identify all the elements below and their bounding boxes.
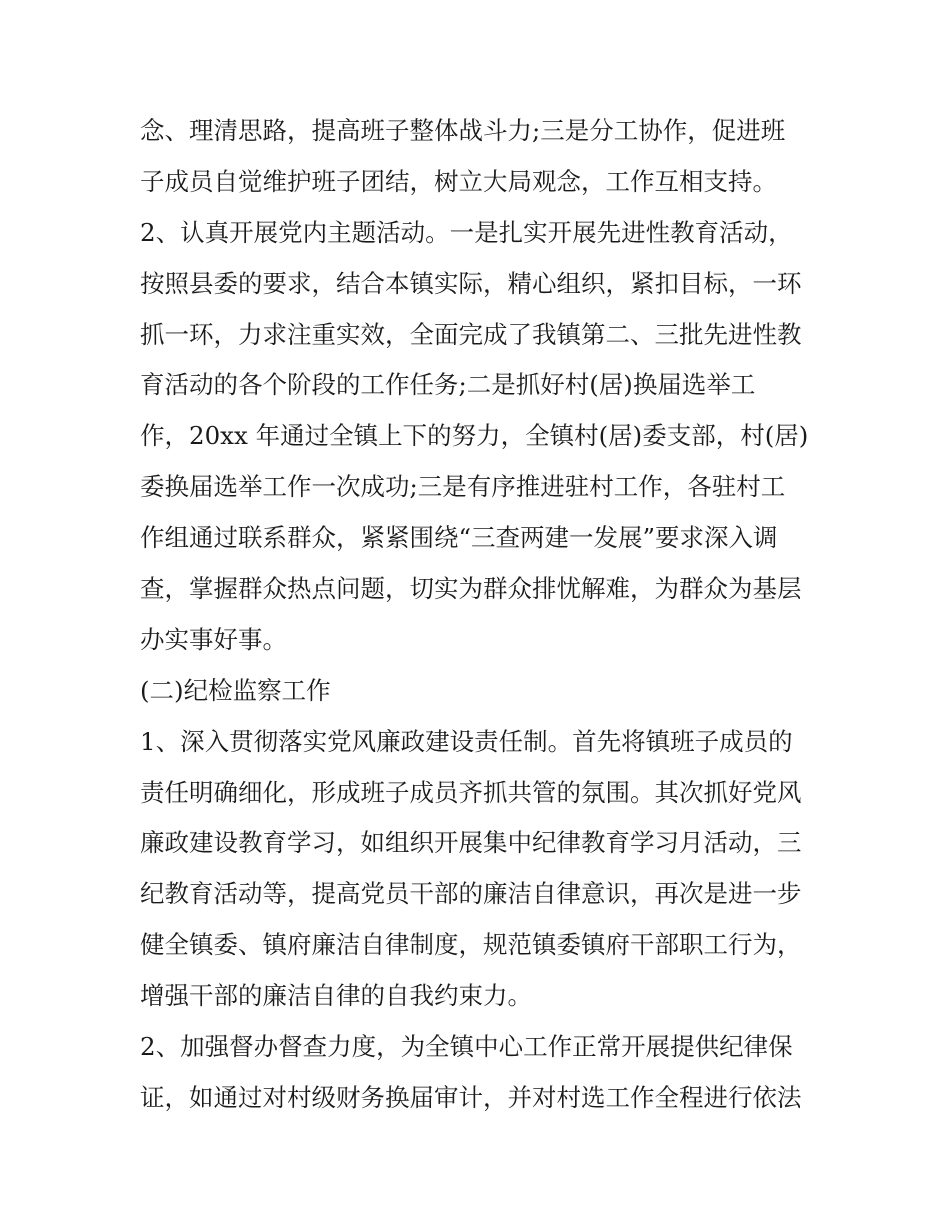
text-line: 抓一环，力求注重实效，全面完成了我镇第二、三批先进性教 bbox=[140, 319, 802, 349]
text-line: 增强干部的廉洁自律的自我约束力。 bbox=[140, 981, 532, 1011]
text-line: 委换届选举工作一次成功;三是有序推进驻村工作，各驻村工 bbox=[140, 472, 786, 502]
text-line: 廉政建设教育学习，如组织开展集中纪律教育学习月活动，三 bbox=[140, 828, 802, 858]
text-line: 2、加强督办督查力度，为全镇中心工作正常开展提供纪律保 bbox=[140, 1032, 793, 1062]
text-line: 证，如通过对村级财务换届审计，并对村选工作全程进行依法 bbox=[140, 1082, 802, 1112]
text-line: 作组通过联系群众，紧紧围绕“三查两建一发展”要求深入调 bbox=[140, 523, 778, 553]
text-line: 育活动的各个阶段的工作任务;二是抓好村(居)换届选举工 bbox=[140, 370, 756, 400]
text-line: 责任明确细化，形成班子成员齐抓共管的氛围。其次抓好党风 bbox=[140, 777, 802, 807]
document-body bbox=[140, 106, 820, 1124]
text-line: 健全镇委、镇府廉洁自律制度，规范镇委镇府干部职工行为， bbox=[140, 930, 802, 960]
text-line: 作，20xx 年通过全镇上下的努力，全镇村(居)委支部，村(居) bbox=[140, 421, 809, 451]
text-line: 子成员自觉维护班子团结，树立大局观念，工作互相支持。 bbox=[140, 166, 777, 196]
text-line: 按照县委的要求，结合本镇实际，精心组织，紧扣目标，一环 bbox=[140, 268, 802, 298]
text-line: 纪教育活动等，提高党员干部的廉洁自律意识，再次是进一步 bbox=[140, 879, 802, 909]
text-line: 1、深入贯彻落实党风廉政建设责任制。首先将镇班子成员的 bbox=[140, 726, 793, 756]
text-line: 念、理清思路，提高班子整体战斗力;三是分工协作，促进班 bbox=[140, 116, 786, 145]
text-line: 办实事好事。 bbox=[140, 624, 287, 654]
text-line: 查，掌握群众热点问题，切实为群众排忧解难，为群众为基层 bbox=[140, 574, 802, 604]
section-heading: (二)纪检监察工作 bbox=[140, 675, 331, 705]
text-line: 2、认真开展党内主题活动。一是扎实开展先进性教育活动， bbox=[140, 217, 793, 247]
